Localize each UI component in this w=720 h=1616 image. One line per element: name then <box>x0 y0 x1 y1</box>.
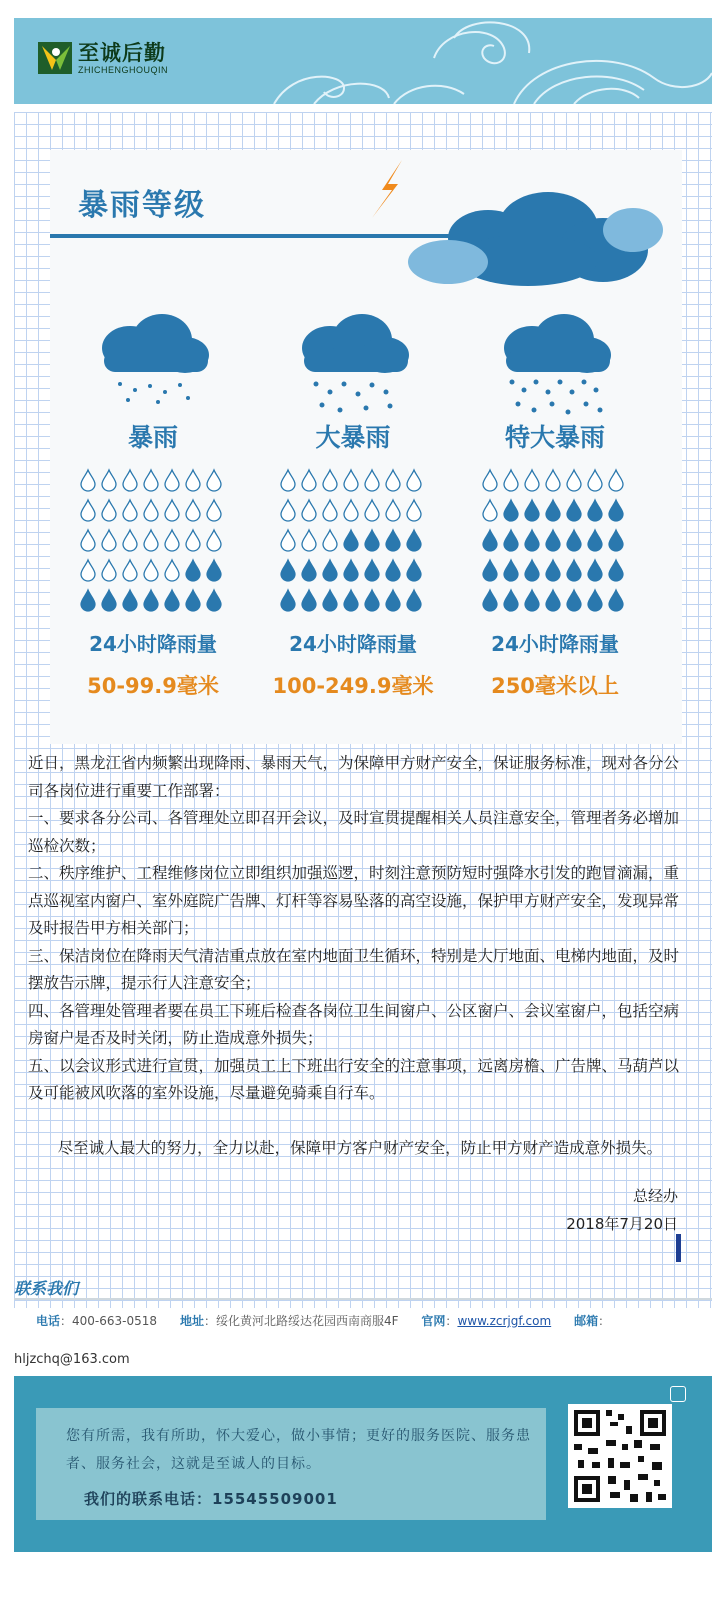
filled-raindrop-icon <box>407 530 421 551</box>
empty-raindrop-icon <box>365 470 379 491</box>
rain-cloud-icon <box>290 310 416 420</box>
filled-raindrop-icon <box>123 590 137 611</box>
filled-raindrop-icon <box>588 590 602 611</box>
empty-raindrop-icon <box>81 500 95 521</box>
empty-raindrop-icon <box>81 470 95 491</box>
category-name: 特大暴雨 <box>504 423 605 452</box>
rainfall-value: 250毫米以上 <box>491 674 619 698</box>
rain-cloud-icon <box>90 310 216 410</box>
logo-chinese: 至诚后勤 <box>78 41 166 65</box>
rain-cloud-icon <box>492 310 618 420</box>
empty-raindrop-icon <box>123 470 137 491</box>
article-paragraph: 二、秩序维护、工程维修岗位立即组织加强巡逻，时刻注意预防短时强降水引发的跑冒滴漏，重点巡视室内窗户、室外庭院广告牌、灯杆等容易坠落的高空设施，保护甲方财产安全，发现异常及时报告甲方相关部门； <box>28 864 680 937</box>
infographic-title: 暴雨等级 <box>78 188 206 223</box>
empty-raindrop-icon <box>165 560 179 581</box>
filled-raindrop-icon <box>588 560 602 581</box>
filled-raindrop-icon <box>483 590 497 611</box>
filled-raindrop-icon <box>504 560 518 581</box>
filled-raindrop-icon <box>588 530 602 551</box>
article-paragraph: 五、以会议形式进行宣贯，加强员工上下班出行安全的注意事项，远离房檐、广告牌、马葫芦以及可能被风吹落的室外设施，尽量避免骑乘自行车。 <box>28 1056 680 1102</box>
filled-raindrop-icon <box>365 560 379 581</box>
filled-raindrop-icon <box>504 530 518 551</box>
empty-raindrop-icon <box>102 560 116 581</box>
brand-logo <box>36 40 168 76</box>
empty-raindrop-icon <box>344 500 358 521</box>
filled-raindrop-icon <box>525 560 539 581</box>
empty-raindrop-icon <box>609 470 623 491</box>
filled-raindrop-icon <box>302 560 316 581</box>
share-icon[interactable] <box>670 1386 686 1402</box>
empty-raindrop-icon <box>504 470 518 491</box>
empty-raindrop-icon <box>123 560 137 581</box>
website-label: 官网 <box>421 1314 446 1328</box>
phone-label: 电话 <box>36 1314 61 1328</box>
empty-raindrop-icon <box>186 530 200 551</box>
category-extreme-rainstorm <box>460 150 650 744</box>
category-rainstorm <box>58 150 248 744</box>
filled-raindrop-icon <box>344 590 358 611</box>
email-address[interactable]: hljzchq@163.com <box>14 1352 130 1367</box>
empty-raindrop-icon <box>365 500 379 521</box>
empty-raindrop-icon <box>386 470 400 491</box>
empty-raindrop-icon <box>102 500 116 521</box>
contact-title: 联系我们 <box>14 1279 79 1298</box>
empty-raindrop-icon <box>144 530 158 551</box>
filled-raindrop-icon <box>281 560 295 581</box>
empty-raindrop-icon <box>102 530 116 551</box>
rainfall-label: 24小时降雨量 <box>289 632 417 656</box>
category-heavy-rainstorm <box>258 150 448 744</box>
filled-raindrop-icon <box>609 500 623 521</box>
filled-raindrop-icon <box>386 560 400 581</box>
email-label: 邮箱 <box>574 1314 599 1328</box>
empty-raindrop-icon <box>81 530 95 551</box>
empty-raindrop-icon <box>144 560 158 581</box>
article-paragraph: 近日，黑龙江省内频繁出现降雨、暴雨天气，为保障甲方财产安全，保证服务标准，现对各分公司各岗位进行重要工作部署： <box>28 754 680 800</box>
filled-raindrop-icon <box>207 560 221 581</box>
empty-raindrop-icon <box>207 470 221 491</box>
article-paragraph: 四、各管理处管理者要在员工下班后检查各岗位卫生间窗户、公区窗户、会议室窗户，包括空病房窗户是否及时关闭，防止造成意外损失； <box>28 1001 680 1047</box>
divider <box>14 1298 712 1300</box>
address-label: 地址 <box>179 1314 204 1328</box>
empty-raindrop-icon <box>302 470 316 491</box>
filled-raindrop-icon <box>483 560 497 581</box>
empty-raindrop-icon <box>281 500 295 521</box>
filled-raindrop-icon <box>567 560 581 581</box>
empty-raindrop-icon <box>483 500 497 521</box>
filled-raindrop-icon <box>546 590 560 611</box>
rainfall-label: 24小时降雨量 <box>491 632 619 656</box>
slogan-box <box>36 1408 546 1520</box>
filled-raindrop-icon <box>525 590 539 611</box>
signature-date: 2018年7月20日 <box>566 1215 678 1233</box>
footer-banner <box>14 1376 712 1552</box>
rain-drop-grid-svg <box>278 468 428 618</box>
rainfall-label: 24小时降雨量 <box>89 632 217 656</box>
empty-raindrop-icon <box>123 530 137 551</box>
filled-raindrop-icon <box>365 530 379 551</box>
footer-phone: 我们的联系电话：15545509001 <box>84 1490 338 1508</box>
filled-raindrop-icon <box>546 500 560 521</box>
filled-raindrop-icon <box>323 560 337 581</box>
filled-raindrop-icon <box>588 500 602 521</box>
filled-raindrop-icon <box>365 590 379 611</box>
empty-raindrop-icon <box>323 470 337 491</box>
article-paragraph <box>28 1108 688 1136</box>
empty-raindrop-icon <box>302 530 316 551</box>
filled-raindrop-icon <box>386 590 400 611</box>
empty-raindrop-icon <box>281 530 295 551</box>
signature-dept: 总经办 <box>632 1187 678 1205</box>
filled-raindrop-icon <box>483 530 497 551</box>
empty-raindrop-icon <box>323 530 337 551</box>
empty-raindrop-icon <box>165 470 179 491</box>
empty-raindrop-icon <box>165 500 179 521</box>
article-paragraph: 一、要求各分公司、各管理处立即召开会议，及时宣贯提醒相关人员注意安全，管理者务必增加巡检次数； <box>28 809 680 855</box>
filled-raindrop-icon <box>567 590 581 611</box>
filled-raindrop-icon <box>504 590 518 611</box>
empty-raindrop-icon <box>546 470 560 491</box>
filled-raindrop-icon <box>567 530 581 551</box>
filled-raindrop-icon <box>386 530 400 551</box>
empty-raindrop-icon <box>123 500 137 521</box>
category-name: 暴雨 <box>127 423 178 452</box>
phone-number[interactable]: 400-663-0518 <box>72 1314 158 1328</box>
rainfall-value: 100-249.9毫米 <box>272 674 434 698</box>
empty-raindrop-icon <box>186 500 200 521</box>
empty-raindrop-icon <box>186 470 200 491</box>
empty-raindrop-icon <box>525 470 539 491</box>
rain-drop-grid <box>480 468 630 622</box>
empty-raindrop-icon <box>207 500 221 521</box>
rainstorm-infographic <box>50 150 682 744</box>
empty-raindrop-icon <box>207 530 221 551</box>
empty-raindrop-icon <box>567 470 581 491</box>
filled-raindrop-icon <box>525 530 539 551</box>
empty-raindrop-icon <box>407 470 421 491</box>
filled-raindrop-icon <box>186 590 200 611</box>
filled-raindrop-icon <box>609 530 623 551</box>
empty-raindrop-icon <box>407 500 421 521</box>
empty-raindrop-icon <box>344 470 358 491</box>
filled-raindrop-icon <box>81 590 95 611</box>
filled-raindrop-icon <box>102 590 116 611</box>
article-paragraph: 尽至诚人最大的努力，全力以赴，保障甲方客户财产安全，防止甲方财产造成意外损失。 <box>28 1139 663 1157</box>
empty-raindrop-icon <box>165 530 179 551</box>
rain-drop-grid-svg <box>480 468 630 618</box>
empty-raindrop-icon <box>386 500 400 521</box>
article-paragraph: 三、保洁岗位在降雨天气清洁重点放在室内地面卫生循环，特别是大厅地面、电梯内地面，及时摆放告示牌，提示行人注意安全； <box>28 946 680 992</box>
address-text: 绥化黄河北路绥达花园西南商服4F <box>215 1314 399 1328</box>
logo-english: ZHICHENGHOUQIN <box>78 65 168 75</box>
filled-raindrop-icon <box>546 560 560 581</box>
website-link[interactable]: www.zcrjgf.com <box>457 1314 552 1328</box>
empty-raindrop-icon <box>588 470 602 491</box>
filled-raindrop-icon <box>344 560 358 581</box>
filled-raindrop-icon <box>302 590 316 611</box>
filled-raindrop-icon <box>609 590 623 611</box>
contact-info: 电话：400-663-0518 地址：绥化黄河北路绥达花园西南商服4F 官网：www.zcrjgf.com 邮箱： <box>36 1314 611 1328</box>
filled-raindrop-icon <box>165 590 179 611</box>
header-banner <box>14 18 712 104</box>
empty-raindrop-icon <box>144 500 158 521</box>
empty-raindrop-icon <box>144 470 158 491</box>
empty-raindrop-icon <box>302 500 316 521</box>
rainfall-value: 50-99.9毫米 <box>87 674 219 698</box>
empty-raindrop-icon <box>81 560 95 581</box>
rain-drop-grid <box>278 468 428 622</box>
empty-raindrop-icon <box>323 500 337 521</box>
accent-bar <box>676 1234 681 1262</box>
filled-raindrop-icon <box>344 530 358 551</box>
filled-raindrop-icon <box>144 590 158 611</box>
article-body <box>28 750 688 1163</box>
empty-raindrop-icon <box>483 470 497 491</box>
filled-raindrop-icon <box>281 590 295 611</box>
empty-raindrop-icon <box>281 470 295 491</box>
filled-raindrop-icon <box>609 560 623 581</box>
filled-raindrop-icon <box>186 560 200 581</box>
filled-raindrop-icon <box>546 530 560 551</box>
filled-raindrop-icon <box>407 560 421 581</box>
filled-raindrop-icon <box>323 590 337 611</box>
category-name: 大暴雨 <box>315 423 391 452</box>
slogan-text: 您有所需，我有所助，怀大爱心，做小事情；更好的服务医院、服务患者、服务社会，这就是至诚人的目标。 <box>66 1428 531 1472</box>
logo-icon <box>36 40 74 76</box>
signature-block <box>566 1182 678 1238</box>
rain-drop-grid <box>78 468 228 622</box>
filled-raindrop-icon <box>525 500 539 521</box>
empty-raindrop-icon <box>102 470 116 491</box>
filled-raindrop-icon <box>207 590 221 611</box>
rain-drop-grid-svg <box>78 468 228 618</box>
filled-raindrop-icon <box>567 500 581 521</box>
filled-raindrop-icon <box>407 590 421 611</box>
filled-raindrop-icon <box>504 500 518 521</box>
qr-code-icon[interactable] <box>568 1404 672 1508</box>
